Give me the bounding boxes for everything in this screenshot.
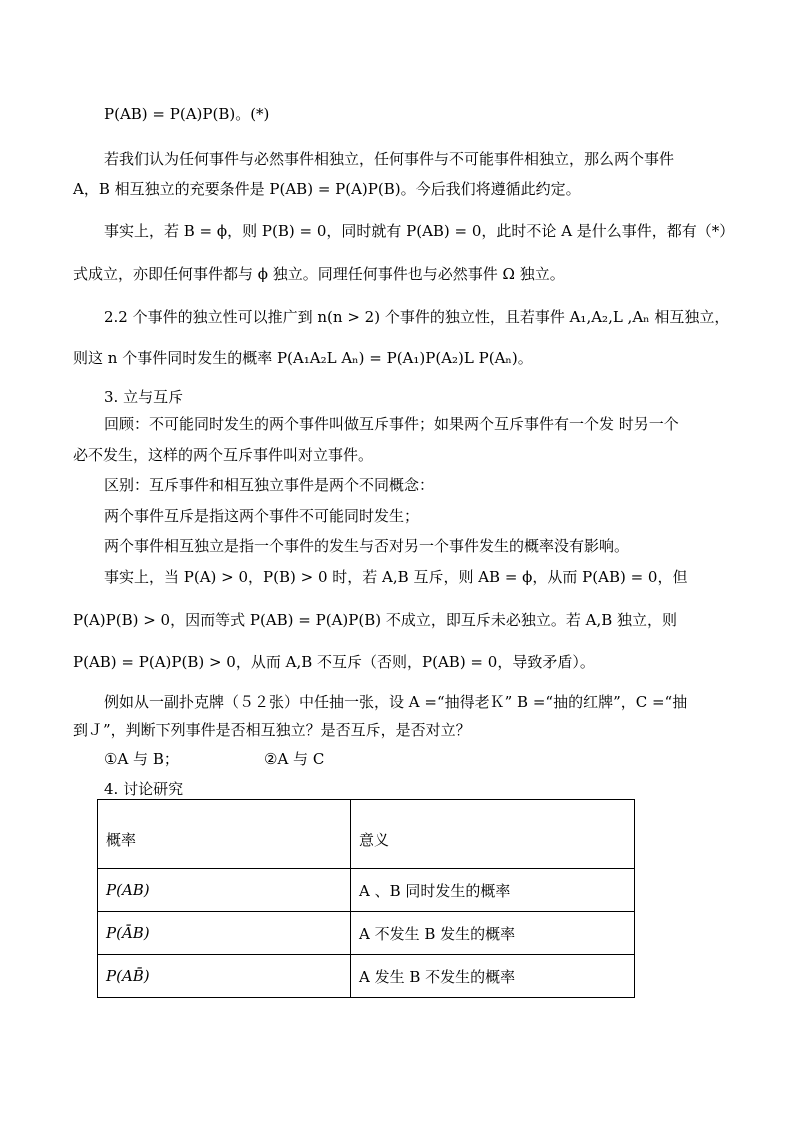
section-heading: 4. 讨论研究 [104, 780, 184, 798]
paragraph-line: 到Ｊ”，判断下列事件是否相互独立？是否互斥，是否对立？ [73, 721, 471, 739]
question-item: ①A 与 B； [104, 750, 179, 768]
table-cell: P(AB) [98, 869, 351, 912]
table-row [98, 912, 635, 955]
equation-line: P(AB) = P(A)P(B)。(*) [104, 105, 270, 123]
paragraph-line: 若我们认为任何事件与必然事件相独立，任何事件与不可能事件相独立，那么两个事件 [104, 150, 675, 168]
table-cell: A 发生 B 不发生的概率 [351, 955, 635, 998]
paragraph-line: 事实上，若 B = ϕ，则 P(B) = 0，同时就有 P(AB) = 0，此时不论 A 是什么事件，都有（*） [104, 222, 735, 240]
paragraph-line: 回顾：不可能同时发生的两个事件叫做互斥事件；如果两个互斥事件有一个发 时另一个 [104, 415, 679, 433]
paragraph-line: 2.2 个事件的独立性可以推广到 n(n > 2) 个事件的独立性，且若事件 A₁,A₂,L ,Aₙ 相互独立， [104, 308, 730, 326]
paragraph-line: P(AB) = P(A)P(B) > 0，从而 A,B 不互斥（否则，P(AB) = 0，导致矛盾）。 [73, 653, 595, 671]
section-heading: 3. 立与互斥 [104, 388, 184, 406]
paragraph-line: 则这 n 个事件同时发生的概率 P(A₁A₂L Aₙ) = P(A₁)P(A₂)L P(Aₙ)。 [73, 349, 533, 367]
paragraph-line: 两个事件相互独立是指一个事件的发生与否对另一个事件发生的概率没有影响。 [104, 537, 630, 555]
table-cell: A 不发生 B 发生的概率 [351, 912, 635, 955]
table-header-row [98, 800, 635, 869]
table-row [98, 955, 635, 998]
paragraph-line: 区别：互斥事件和相互独立事件是两个不同概念： [104, 476, 435, 494]
paragraph-line: 式成立，亦即任何事件都与 ϕ 独立。同理任何事件也与必然事件 Ω 独立。 [73, 265, 565, 283]
paragraph-line: A，B 相互独立的充要条件是 P(AB) = P(A)P(B)。今后我们将遵循此约定。 [73, 180, 581, 198]
paragraph-line: 必不发生，这样的两个互斥事件叫对立事件。 [73, 446, 374, 464]
paragraph-line: 例如从一副扑克牌（５２张）中任抽一张，设 A =“抽得老Ｋ” B =“抽的红牌”，C =“抽 [104, 693, 688, 711]
paragraph-line: 两个事件互斥是指这两个事件不可能同时发生； [104, 507, 420, 525]
question-item: ②A 与 C [264, 750, 325, 768]
paragraph-line: P(A)P(B) > 0，因而等式 P(AB) = P(A)P(B) 不成立，即互斥未必独立。若 A,B 独立，则 [73, 611, 678, 629]
table-cell: P(AB̄) [98, 955, 351, 998]
table-cell: A 、B 同时发生的概率 [351, 869, 635, 912]
table-cell: P(ĀB) [98, 912, 351, 955]
table-header-cell: 意义 [351, 800, 635, 869]
paragraph-line: 事实上，当 P(A) > 0，P(B) > 0 时，若 A,B 互斥，则 AB = ϕ，从而 P(AB) = 0，但 [104, 568, 688, 586]
probability-table [97, 799, 635, 998]
table-row [98, 869, 635, 912]
table-header-cell: 概率 [98, 800, 351, 869]
